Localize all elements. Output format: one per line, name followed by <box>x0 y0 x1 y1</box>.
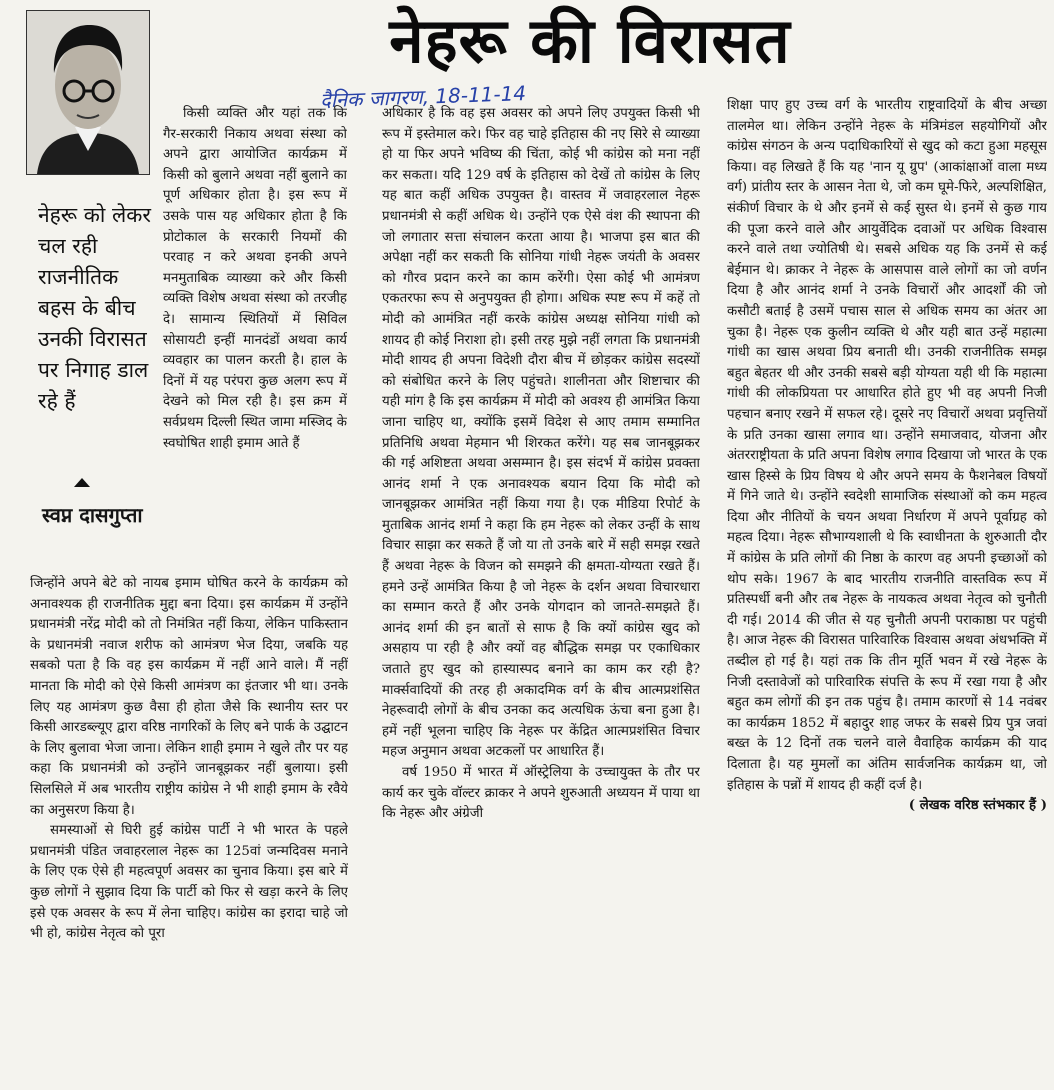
author-portrait-illustration <box>27 11 149 174</box>
column-1-bottom <box>30 574 348 1090</box>
paragraph: शिक्षा पाए हुए उच्च वर्ग के भारतीय राष्ट्रवादियों के बीच अच्छा तालमेल था। लेकिन उन्होंने नेहरू के मंत्रिमंडल सहयोगियों और कांग्रेस संगठन के अन्य पदाधिकारियों से खुद को कटा हुआ महसूस किया। वह लिखते हैं कि यह 'नान यू ग्रुप' (आकांक्षाओं वाला मध्य वर्ग) प्रांतीय स्तर के आसन नेता थे, जो कम घूमे-फिरे, अल्पशिक्षित, संकीर्ण विचार के थे और इनमें से कई सुस्त थे। इनमें से कुछ गाय की पूजा करने वाले और आयुर्वेदिक दवाओं पर अधिक विश्वास करने वाले तथा ज्योतिषी थे। सबसे अधिक यह कि उनमें से कई बेईमान थे। क्राकर ने नेहरू के आसपास वाले लोगों का जो वर्णन दिया है और आनंद शर्मा ने उनके विचारों और आदर्शों की जो कसौटी बताई है उसमें पचास साल से अधिक समय का अंतर आ चुका है। नेहरू एक कुलीन व्यक्ति थे और यही बात उन्हें महात्मा गांधी का खास अथवा प्रिय बनाती थी। उनकी राजनीतिक समझ बहुत बेहतर थी और उनकी सबसे बड़ी योग्यता यही थी कि महात्मा गांधी की लोकप्रियता पर आधारित होते हुए भी वह अपनी निजी पहचान बनाए रखने में सफल रहे। दूसरे नए विचारों अथवा प्रवृत्तियों के प्रति उनका खासा लगाव था। उन्होंने समाजवाद, योजना और अंतरराष्ट्रीयता के प्रति अपना विशेष लगाव दिखाया जो भारत के एक खास हिस्से के प्रिय विषय थे और अपने समय के फैशनेबल विषयों में गिने जाते थे। उन्होंने स्वदेशी सामाजिक संस्थाओं को कम महत्व दिया और नीतियों के चयन अथवा निर्धारण में अपने पूर्वाग्रह को महत्व दिया। नेहरू सौभाग्यशाली थे कि स्वाधीनता के शुरुआती दौर में कांग्रेस के प्रति लोगों की निष्ठा के कारण वह अपनी इच्छाओं को थोप सके। 1967 के बाद भारतीय राजनीति वास्तविक रूप में प्रतिस्पर्धी बनी और तब नेहरू के नायकत्व अथवा नेतृत्व को चुनौती दी गई। 2014 की जीत से यह चुनौती अपनी पराकाष्ठा पर पहुंची है। आज नेहरू की विरासत पारिवारिक विश्वास अथवा अंधभक्ति में तब्दील हो गई है। यहां तक कि तीन मूर्ति भवन में रखे नेहरू के निजी दस्तावेजों को पारिवारिक संपत्ति के रूप में रखा गया है और बहुत कम लोगों की इन तक पहुंच है। तमाम कारणों से 14 नवंबर का कार्यक्रम 1852 में बहादुर शाह जफर के सबसे प्रिय पुत्र जवां बख्त के 12 दिनों तक चलने वाले वैवाहिक कार्यक्रम की याद दिलाता है। यह मुमलों का अंतिम सार्वजनिक कार्यक्रम था, जो इतिहास के पन्नों में शायद ही कहीं दर्ज है। <box>727 98 1047 793</box>
column-1-top <box>163 104 347 574</box>
paragraph: वर्ष 1950 में भारत में ऑस्ट्रेलिया के उच्चायुक्त के तौर पर कार्य कर चुके वॉल्टर क्राकर ने अपने शुरुआती अध्ययन में पाया था कि नेहरू और अंग्रेजी <box>382 765 700 822</box>
column-3 <box>727 96 1047 1090</box>
column-2 <box>382 104 700 1090</box>
paragraph: किसी व्यक्ति और यहां तक कि गैर-सरकारी निकाय अथवा संस्था को अपने द्वारा आयोजित कार्यक्रम में किसी को बुलाने अथवा नहीं बुलाने का पूर्ण अधिकार होता है। इस रूप में उसके पास यह अधिकार होता है कि प्रोटोकाल के सरकारी नियमों की परवाह न करे अथवा इनकी अपने मनमुताबिक व्याख्या करे और किसी व्यक्ति विशेष अथवा संस्था को तरजीह दे। सामान्य स्थितियों में सिविल सोसायटी इन्हीं मानदंडों अथवा कार्य व्यवहार का पालन करती है। हाल के दिनों में यह परंपरा कुछ अलग रूप में देखने को मिल रही है। इस क्रम में सर्वप्रथम दिल्ली स्थित जामा मस्जिद के स्वघोषित शाही इमाम आते हैं <box>163 106 347 451</box>
author-photo <box>26 10 150 175</box>
author-name: स्वप्न दासगुप्ता <box>42 503 143 527</box>
paragraph: अधिकार है कि वह इस अवसर को अपने लिए उपयुक्त किसी भी रूप में इस्तेमाल करे। फिर वह चाहे इतिहास की नए सिरे से व्याख्या हो या फिर अपने भविष्य की चिंता, कोई भी कांग्रेस को मना नहीं कर सकता। यदि 129 वर्ष के इतिहास को देखें तो कांग्रेस के लिए यह बात कहीं अधिक उपयुक्त है। वास्तव में जवाहरलाल नेहरू प्रधानमंत्री से कहीं अधिक थे। उन्होंने एक ऐसे वंश की स्थापना की जो लगातार सत्ता संचालन करता आया है। भाजपा इस बात की अपेक्षा नहीं कर सकती कि सोनिया गांधी नेहरू जयंती के अवसर को गौरव प्रदान करने का काम करेंगी। ऐसा कोई भी आमंत्रण एकतरफा रूप से अनुपयुक्त ही होगा। अधिक स्पष्ट रूप में कहें तो मोदी को आमंत्रित नहीं करके कांग्रेस अध्यक्ष सोनिया गांधी को शायद ही कोई निराशा हो। इसी तरह मुझे नहीं लगता कि प्रधानमंत्री मोदी शायद ही अपना विदेशी दौरा बीच में छोड़कर कांग्रेस सदस्यों को संबोधित करने के लिए पहुंचते। शालीनता और शिष्टाचार की यही मांग है कि इस कार्यक्रम में मोदी को अवश्य ही आमंत्रित किया जाना चाहिए था, क्योंकि इसमें विदेश से आए तमाम सम्मानित प्रतिनिधि अथवा मेहमान भी शिरकत करेंगे। यह सब जानबूझकर की गई अशिष्टता अथवा असम्मान है। इस संदर्भ में कांग्रेस प्रवक्ता आनंद शर्मा ने एक अनावश्यक बयान दिया कि मोदी को जानबूझकर आमंत्रित नहीं किया गया है। एक मीडिया रिपोर्ट के मुताबिक आनंद शर्मा ने कहा कि हम नेहरू को लेकर उन्हीं के साथ विचार साझा कर सकते हैं जो या तो उनके बारे में सही समझ रखते हैं अथवा नेहरू के विजन को समझने की क्षमता-योग्यता रखते हैं। हमने उन्हें आमंत्रित किया है जो नेहरू के दर्शन अथवा विचारधारा का सम्मान करते हैं और उनके योगदान को जानते-समझते हैं। आनंद शर्मा की इन बातों से साफ है कि क्यों कांग्रेस खुद को असहाय पा रही है और क्यों वह बौद्धिक समझ पर एकाधिकार जताते हुए खुद को हास्यास्पद बनाने का काम कर रही है? मार्क्सवादियों की तरह ही अकादमिक वर्ग के बीच आत्मप्रशंसित नेहरूवादी लोगों के बीच उनका कद अत्यधिक ऊंचा बना हुआ है। हमें नहीं भूलना चाहिए कि नेहरू पर केंद्रित आत्मप्रशंसित विचार महज अनुमान अथवा अटकलों पर आधारित हैं। <box>382 106 700 760</box>
paragraph: जिन्होंने अपने बेटे को नायब इमाम घोषित करने के कार्यक्रम को अनावश्यक ही राजनीतिक मुद्दा बना दिया। इस कार्यक्रम में उन्होंने प्रधानमंत्री नरेंद्र मोदी को तो निमंत्रित नहीं किया, लेकिन पाकिस्तान के प्रधानमंत्री नवाज शरीफ को आमंत्रण भेज दिया, जबकि यह सबको पता है कि वह इस कार्यक्रम में नहीं आने वाले। मैं नहीं मानता कि मोदी को ऐसे किसी आमंत्रण का इंतजार भी था। उनके लिए यह आमंत्रण कुछ वैसा ही होता जैसे कि स्थानीय स्तर पर किसी आरडब्ल्यूए द्वारा वरिष्ठ नागरिकों के लिए बने पार्क के उद्घाटन के लिए बुलावा भेजा जाना। लेकिन शाही इमाम ने खुले तौर पर यह कहा कि प्रधानमंत्री को उन्होंने जानबूझकर नहीं बुलाया। इसी सिलसिले में अब भारतीय राष्ट्रीय कांग्रेस ने भी शाही इमाम के रवैये का अनुसरण किया है। <box>30 576 348 818</box>
author-credit: ( लेखक वरिष्ठ स्तंभकार हैं ) <box>908 798 1047 814</box>
triangle-marker-icon <box>74 478 90 487</box>
article-subhead: नेहरू को लेकर चल रही राजनीतिक बहस के बीच उनकी विरासत पर निगाह डाल रहे हैं <box>38 203 151 413</box>
handwritten-source-date: दैनिक जागरण, 18-11-14 <box>319 81 527 113</box>
paragraph: समस्याओं से घिरी हुई कांग्रेस पार्टी ने भी भारत के पहले प्रधानमंत्री पंडित जवाहरलाल नेहरू का 125वां जन्मदिवस मनाने के लिए एक ऐसे ही महत्वपूर्ण अवसर का चुनाव किया। इस बारे में कुछ लोगों ने सुझाव दिया कि पार्टी को फिर से खड़ा करने के लिए इसे एक अवसर के रूप में लेना चाहिए। कांग्रेस का इरादा चाहे जो भी हो, कांग्रेस नेतृत्व को पूरा <box>30 823 348 942</box>
article-title: नेहरू की विरासत <box>389 4 791 77</box>
